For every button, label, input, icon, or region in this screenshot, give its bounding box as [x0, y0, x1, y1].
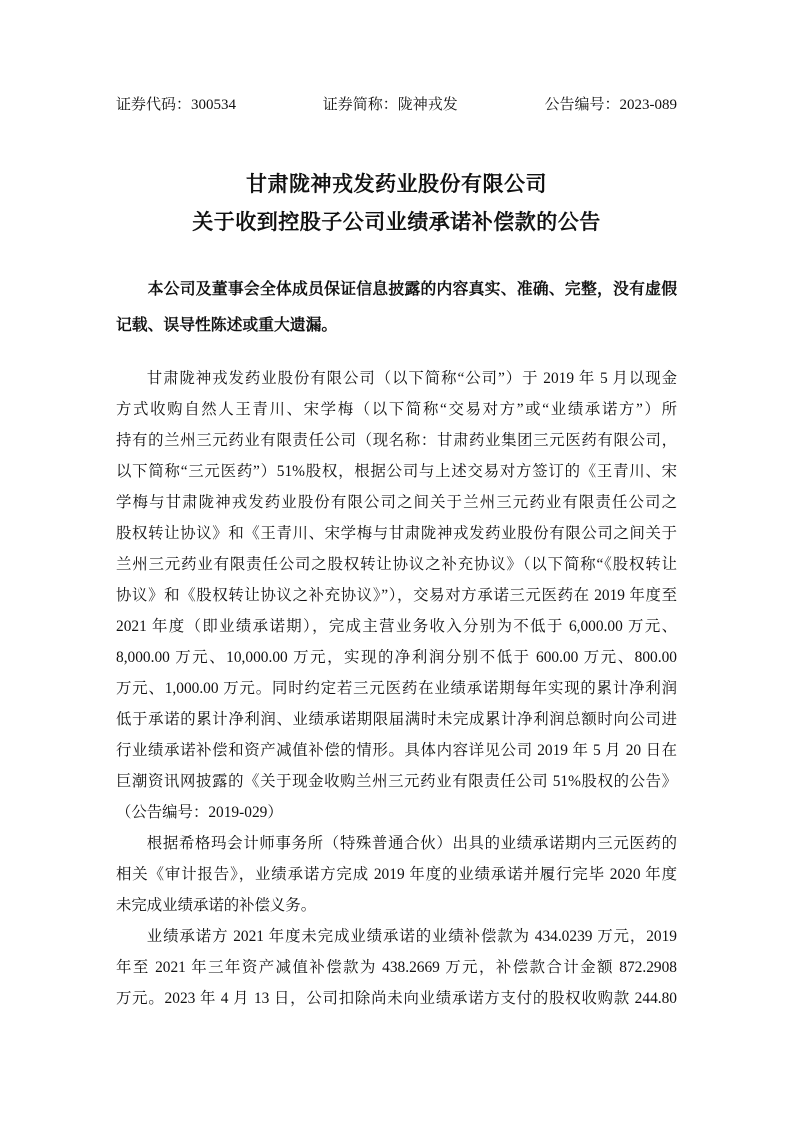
- declaration-line: 本公司及董事会全体成员保证信息披露的内容真实、准确、完整，没有虚假: [147, 281, 677, 298]
- body-text-line: 相关《审计报告》，业绩承诺方完成 2019 年度的业绩承诺并履行完毕 2020 年度: [116, 866, 677, 883]
- stock-abbr-text: 证券简称：陇神戎发: [322, 97, 458, 113]
- company-name-title: 甘肃陇神戎发药业股份有限公司: [246, 173, 547, 196]
- announcement-subject-title: 关于收到控股子公司业绩承诺补偿款的公告: [192, 211, 601, 234]
- body-text-line: 学梅与甘肃陇神戎发药业股份有限公司之间关于兰州三元药业有限责任公司之: [116, 494, 677, 511]
- body-text-line: 协议》和《股权转让协议之补充协议》”），交易对方承诺三元医药在 2019 年度至: [116, 587, 677, 604]
- document-body: [116, 363, 677, 1014]
- body-text-line: 业绩承诺方 2021 年度未完成业绩承诺的业绩补偿款为 434.0239 万元，2019: [146, 928, 677, 945]
- body-text-line: 根据希格玛会计师事务所（特殊普通合伙）出具的业绩承诺期内三元医药的: [146, 835, 677, 852]
- body-text-line: 年至 2021 年三年资产减值补偿款为 438.2669 万元，补偿款合计金额 872.2908: [116, 959, 677, 976]
- body-text-line: 方式收购自然人王青川、宋学梅（以下简称“交易对方”或“业绩承诺方”）所: [116, 401, 677, 418]
- board-declaration: [116, 272, 677, 344]
- body-text-line: 甘肃陇神戎发药业股份有限公司（以下简称“公司”）于 2019 年 5 月以现金: [146, 370, 677, 387]
- announcement-no-text: 公告编号：2023-089: [544, 97, 677, 113]
- body-text-line: 以下简称“三元医药”）51%股权，根据公司与上述交易对方签订的《王青川、宋: [116, 463, 677, 480]
- paragraph-compensation-amounts: [116, 921, 677, 1014]
- body-text-line: 股权转让协议》和《王青川、宋学梅与甘肃陇神戎发药业股份有限公司之间关于: [116, 525, 677, 542]
- paragraph-audit-result: [116, 828, 677, 921]
- body-text-line: （公告编号：2019-029）: [116, 804, 283, 821]
- body-text-line: 万元、1,000.00 万元。同时约定若三元医药在业绩承诺期每年实现的累计净利润: [116, 680, 677, 697]
- body-text-line: 未完成业绩承诺的补偿义务。: [116, 897, 317, 914]
- paragraph-acquisition-background: [116, 363, 677, 828]
- body-text-line: 万元。2023 年 4 月 13 日，公司扣除尚未向业绩承诺方支付的股权收购款 244.80: [116, 990, 677, 1007]
- body-text-line: 兰州三元药业有限责任公司之股权转让协议之补充协议》（以下简称“《股权转让: [116, 556, 677, 573]
- body-text-line: 8,000.00 万元、10,000.00 万元，实现的净利润分别不低于 600.00 万元、800.00: [116, 649, 677, 666]
- body-text-line: 持有的兰州三元药业有限责任公司（现名称：甘肃药业集团三元医药有限公司，: [116, 432, 677, 449]
- body-text-line: 低于承诺的累计净利润、业绩承诺期限届满时未完成累计净利润总额时向公司进: [116, 711, 677, 728]
- stock-code-text: 证券代码：300534: [116, 97, 237, 113]
- body-text-line: 巨潮资讯网披露的《关于现金收购兰州三元药业有限责任公司 51%股权的公告》: [116, 773, 677, 790]
- document-header: [116, 94, 677, 116]
- declaration-line: 记载、误导性陈述或重大遗漏。: [116, 317, 338, 334]
- body-text-line: 行业绩承诺补偿和资产减值补偿的情形。具体内容详见公司 2019 年 5 月 20 日在: [116, 742, 677, 759]
- body-text-line: 2021 年度（即业绩承诺期），完成主营业务收入分别为不低于 6,000.00 万元、: [116, 618, 677, 635]
